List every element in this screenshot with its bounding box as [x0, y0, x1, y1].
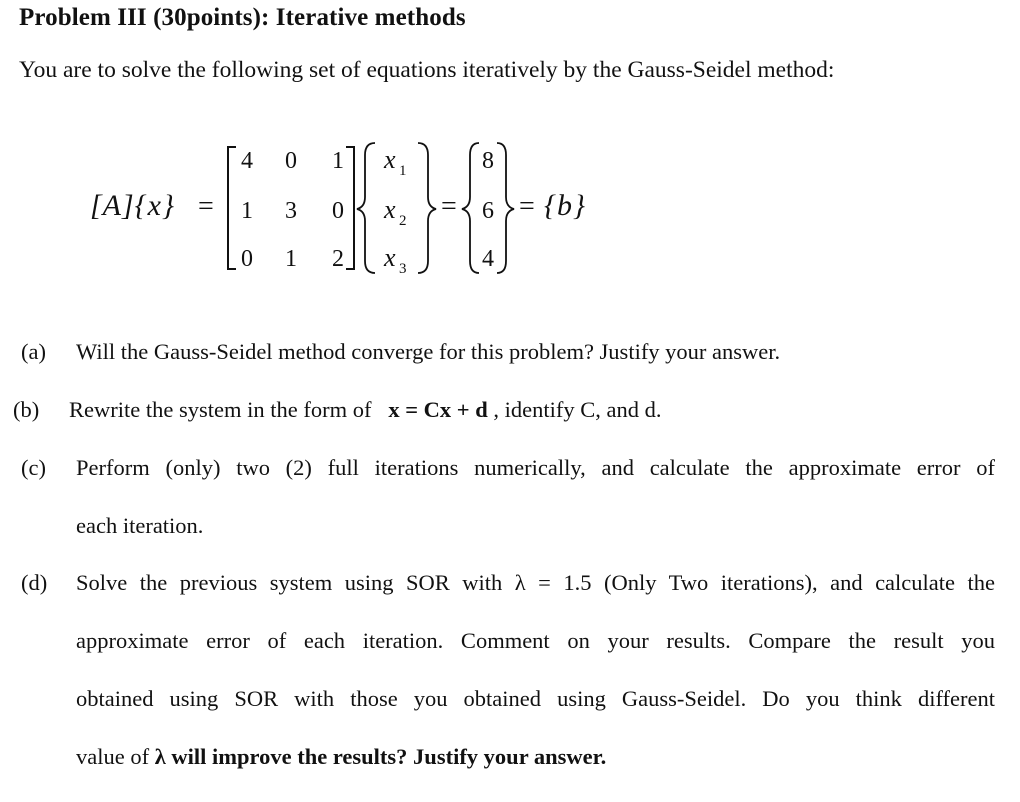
part-d-line-4: [76, 728, 995, 786]
part-d-text: [76, 554, 995, 786]
b-left-brace: [462, 143, 479, 273]
x3-sub: 3: [399, 261, 407, 275]
part-d-line-2: approximate error of each iteration. Comment on your results. Compare the result you: [76, 628, 995, 653]
part-c-text: [76, 439, 995, 555]
equals-sign-1: =: [198, 191, 214, 222]
matrix-equation: [88, 135, 628, 275]
b-right-brace: [497, 143, 514, 273]
x1: x: [384, 145, 396, 174]
part-a-label: (a): [21, 339, 46, 364]
x2: x: [384, 195, 396, 224]
part-c-label: (c): [21, 455, 46, 480]
part-b-post: , identify C, and d.: [493, 397, 662, 422]
part-c-line-2: each iteration.: [76, 513, 204, 538]
part-b-formula: x = Cx + d: [388, 397, 488, 422]
a12: 0: [285, 148, 297, 174]
equation-rhs: {b}: [544, 189, 586, 222]
equals-sign-2: =: [441, 191, 457, 222]
equals-sign-3: =: [519, 191, 535, 222]
matrix-right-bracket: [346, 147, 354, 269]
part-b-pre: Rewrite the system in the form of: [69, 397, 372, 422]
b1: 8: [482, 148, 494, 174]
b2: 6: [482, 198, 494, 224]
a31: 0: [241, 246, 253, 272]
part-b-label: (b): [13, 397, 40, 422]
part-d-label: (d): [21, 570, 48, 595]
part-d-line-3: obtained using SOR with those you obtained using Gauss-Seidel. Do you think different: [76, 686, 995, 711]
a33: 2: [332, 246, 344, 272]
x-left-brace: [357, 143, 375, 273]
a21: 1: [241, 198, 253, 224]
part-a-text: Will the Gauss-Seidel method converge for this problem? Justify your answer.: [76, 339, 781, 364]
problem-title: Problem III (30points): Iterative methods: [19, 4, 466, 31]
part-b-text: [69, 381, 988, 439]
part-c-line-1: Perform (only) two (2) full iterations numerically, and calculate the approximate error of: [76, 455, 995, 480]
part-d-line-1: Solve the previous system using SOR with λ = 1.5 (Only Two iterations), and calculate the: [76, 570, 995, 595]
intro-text: You are to solve the following set of equations iteratively by the Gauss-Seidel method:: [19, 57, 835, 83]
x-right-brace: [418, 143, 436, 273]
x1-sub: 1: [399, 163, 407, 179]
a23: 0: [332, 198, 344, 224]
part-d-line-4-pre: value of: [76, 744, 150, 769]
x3: x: [384, 243, 396, 272]
b3: 4: [482, 246, 494, 272]
x2-sub: 2: [399, 213, 407, 229]
matrix-left-bracket: [228, 147, 236, 269]
part-d-line-4-bold: λ will improve the results? Justify your answer.: [154, 744, 607, 769]
a22: 3: [285, 198, 297, 224]
a32: 1: [285, 246, 297, 272]
a13: 1: [332, 148, 344, 174]
equation-lhs: [A]{x}: [90, 189, 175, 222]
a11: 4: [241, 148, 253, 174]
